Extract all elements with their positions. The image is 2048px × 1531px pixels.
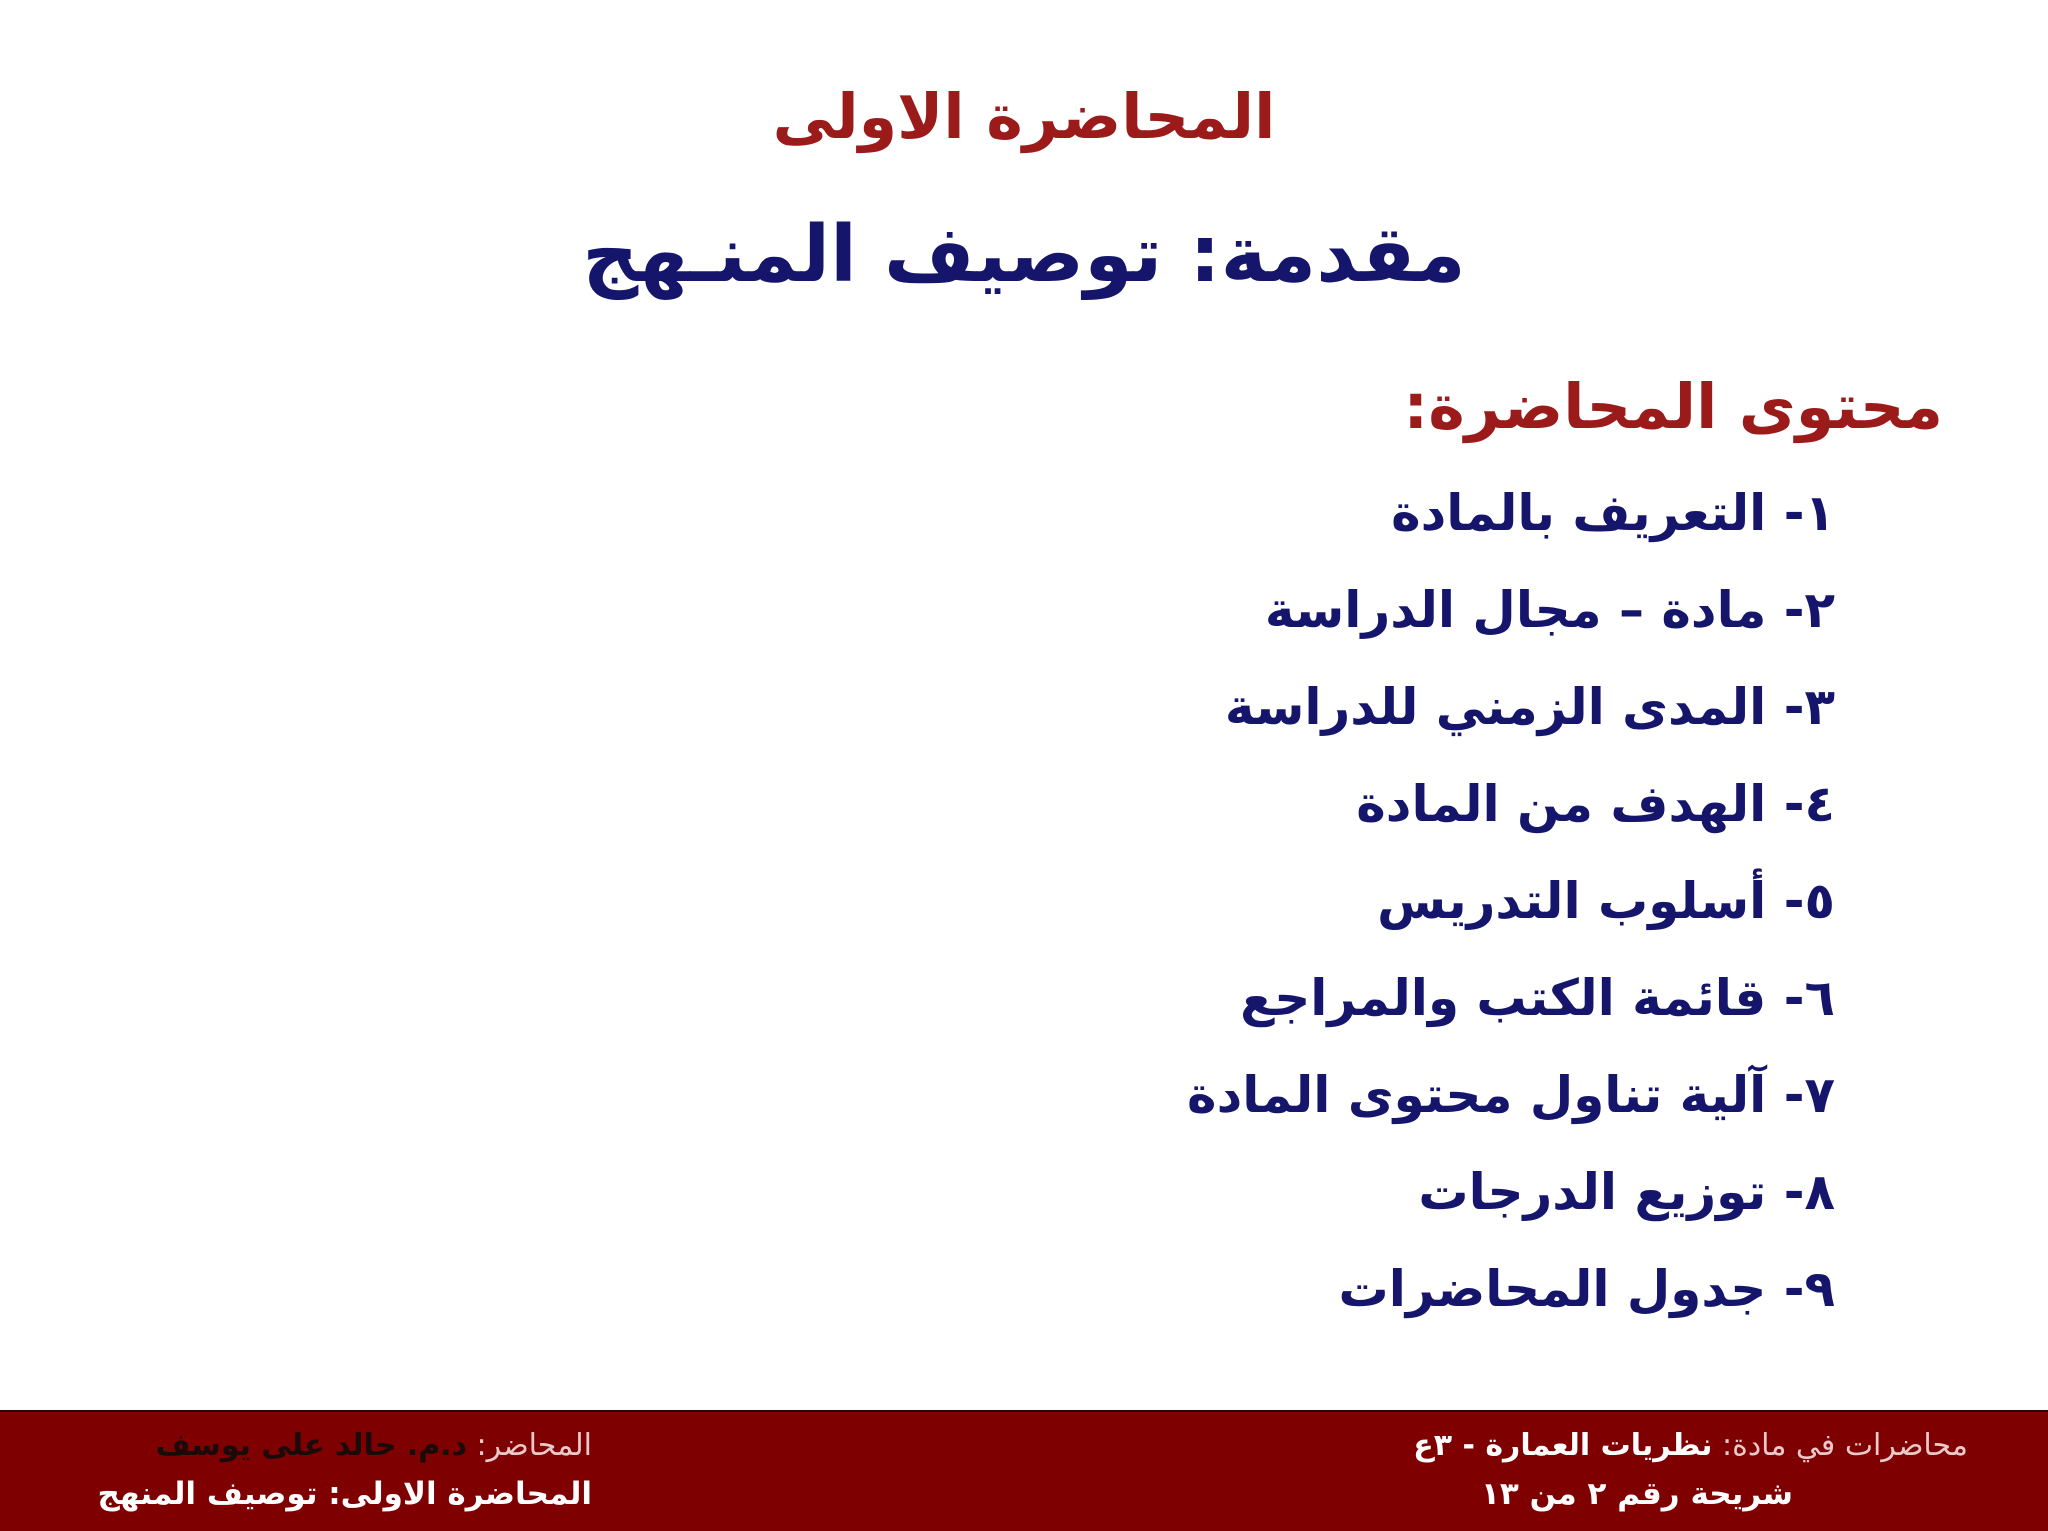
course-line (1168, 1426, 1968, 1466)
lecture-title: المحاضرة الاولى (772, 80, 1276, 153)
content-item: ٢- مادة – مجال الدراسة (1264, 581, 1835, 639)
content-item: ١- التعريف بالمادة (1391, 484, 1835, 542)
course-prefix: محاضرات في مادة: (1722, 1428, 1968, 1463)
lecturer-line (32, 1426, 592, 1466)
footer-bar (0, 1410, 2048, 1531)
content-item: ٨- توزيع الدرجات (1418, 1163, 1835, 1221)
course-name: نظريات العمارة - ٣ع (1413, 1428, 1713, 1463)
lecturer-prefix: المحاضر: (476, 1428, 592, 1463)
content-item: ٦- قائمة الكتب والمراجع (1240, 969, 1835, 1027)
content-heading: محتوى المحاضرة: (1403, 370, 1943, 443)
slide-number: شريحة رقم ٢ من ١٣ (1480, 1476, 1793, 1512)
content-item: ٤- الهدف من المادة (1356, 775, 1835, 833)
content-list (735, 476, 1835, 1349)
content-item: ٣- المدى الزمني للدراسة (1224, 678, 1835, 736)
lecturer-name: د.م. حالد على يوسف (155, 1428, 467, 1463)
content-item: ٧- آلية تناول محتوى المادة (1187, 1066, 1835, 1124)
main-title: مقدمة: توصيف المنـهج (582, 210, 1466, 300)
lecture-subtitle: المحاضرة الاولى: توصيف المنهج (97, 1476, 592, 1512)
content-item: ٥- أسلوب التدريس (1377, 872, 1835, 930)
content-item: ٩- جدول المحاضرات (1338, 1260, 1835, 1318)
